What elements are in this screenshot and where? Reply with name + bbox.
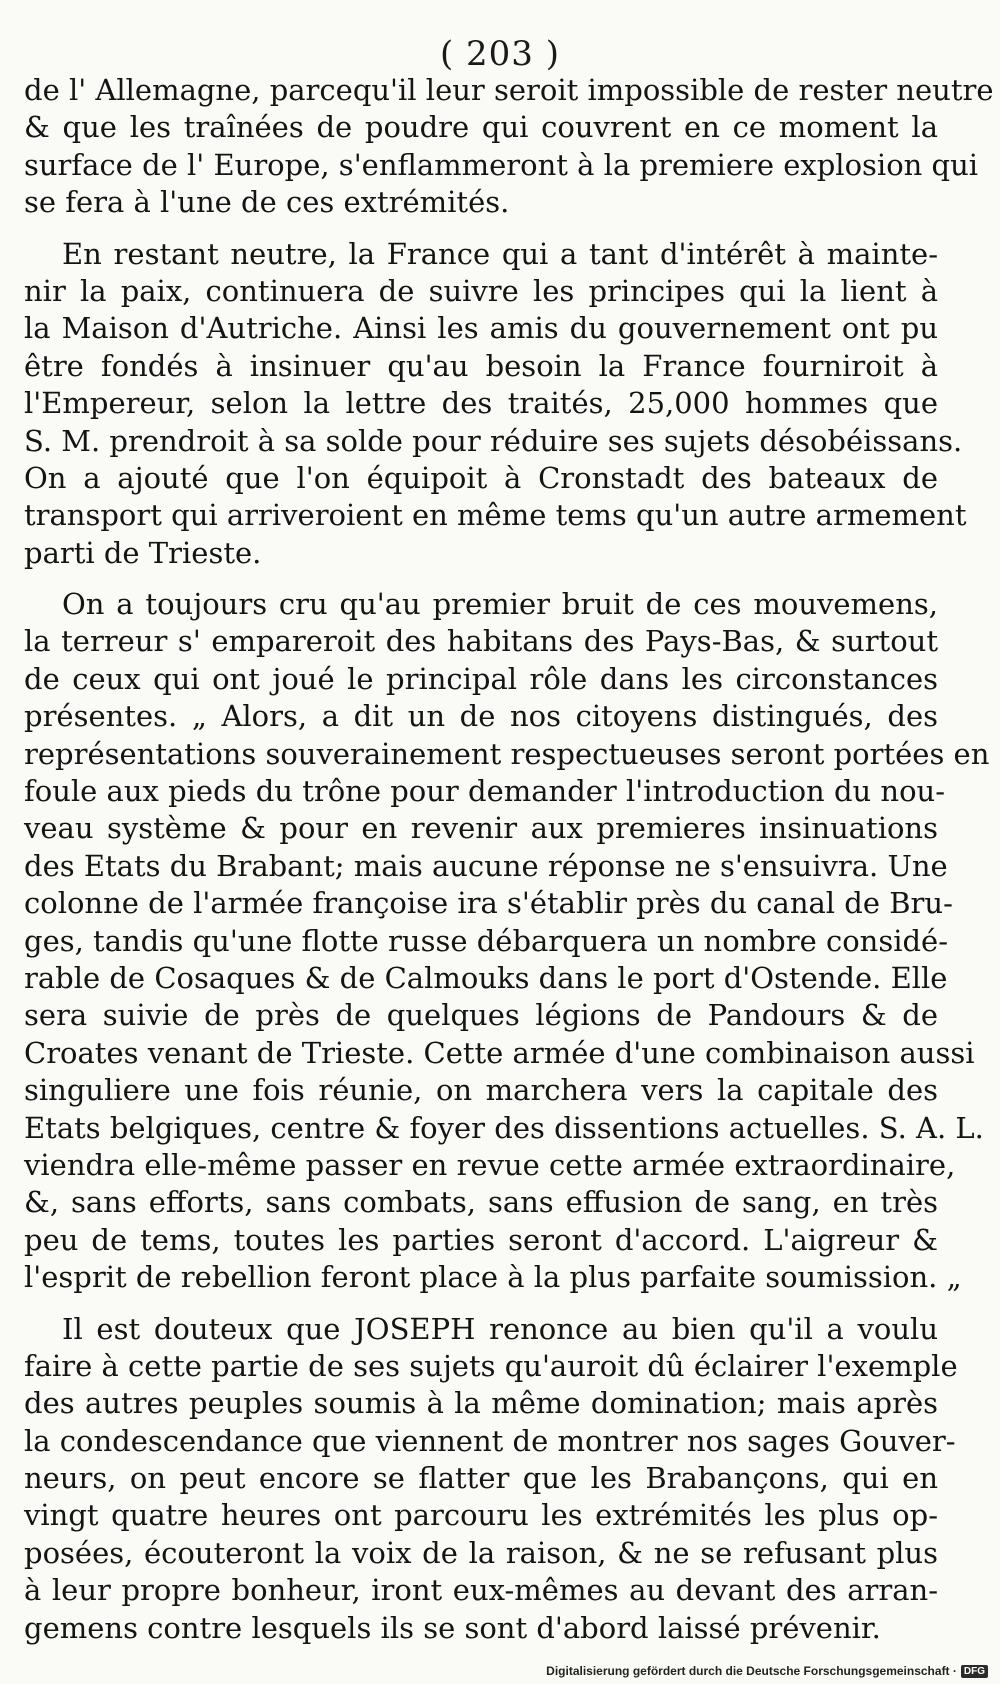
paragraph — [24, 236, 967, 573]
text-line: &, sans efforts, sans combats, sans effusion de sang, en très — [24, 1185, 938, 1220]
text-line: la terreur s' empareroit des habitans des Pays-Bas, & surtout — [24, 624, 938, 659]
text-line: S. M. prendroit à sa solde pour réduire ses sujets désobéissans. — [24, 423, 963, 458]
text-line: surface de l' Europe, s'enflammeront à la premiere explosion qui — [24, 147, 979, 182]
body-text — [24, 72, 994, 1661]
paragraph — [24, 586, 990, 1296]
text-line: En restant neutre, la France qui a tant d'intérêt à mainte- — [62, 236, 938, 271]
text-line: vingt quatre heures ont parcouru les extrémités les plus op- — [24, 1498, 938, 1533]
text-line: viendra elle-même passer en revue cette armée extraordinaire, — [24, 1147, 956, 1182]
text-line: des Etats du Brabant; mais aucune réponse ne s'ensuivra. Une — [24, 848, 948, 883]
text-line: être fondés à insinuer qu'au besoin la France fourniroit à — [24, 348, 938, 383]
text-line: On a ajouté que l'on équipoit à Cronstadt des bateaux de — [24, 460, 938, 495]
paragraph — [24, 1311, 958, 1648]
text-line: la condescendance que viennent de montrer nos sages Gouver- — [24, 1423, 956, 1458]
text-line: ges, tandis qu'une flotte russe débarquera un nombre considé- — [24, 923, 949, 958]
text-line: gemens contre lesquels ils se sont d'abord laissé prévenir. — [24, 1610, 881, 1645]
text-line: rable de Cosaques & de Calmouks dans le port d'Ostende. Elle — [24, 960, 948, 995]
text-line: de ceux qui ont joué le principal rôle dans les circonstances — [24, 661, 938, 696]
credit-text: Digitalisierung gefördert durch die Deutsche Forschungsgemeinschaft · — [546, 1663, 957, 1678]
text-line: représentations souverainement respectueuses seront portées en — [24, 736, 990, 771]
text-line: Croates venant de Trieste. Cette armée d'une combinaison aussi — [24, 1035, 975, 1070]
text-line: nir la paix, continuera de suivre les principes qui la lient à — [24, 273, 938, 308]
page-number: ( 203 ) — [439, 34, 561, 74]
text-line: neurs, on peut encore se flatter que les Brabançons, qui en — [24, 1461, 938, 1496]
text-line: veau système & pour en revenir aux premieres insinuations — [24, 811, 938, 846]
text-line: l'esprit de rebellion feront place à la plus parfaite soumission. „ — [24, 1260, 962, 1295]
text-line: la Maison d'Autriche. Ainsi les amis du gouvernement ont pu — [24, 311, 938, 346]
dfg-logo: DFG — [961, 1665, 988, 1678]
text-line: de l' Allemagne, parcequ'il leur seroit impossible de rester neutre — [24, 73, 994, 107]
text-line: se fera à l'une de ces extrémités. — [24, 185, 510, 220]
text-line: peu de tems, toutes les parties seront d'accord. L'aigreur & — [24, 1222, 938, 1257]
text-line: des autres peuples soumis à la même domination; mais après — [24, 1386, 938, 1421]
digitization-credit — [0, 1664, 988, 1678]
text-line: parti de Trieste. — [24, 535, 262, 570]
text-line: présentes. „ Alors, a dit un de nos citoyens distingués, des — [24, 699, 938, 734]
text-line: On a toujours cru qu'au premier bruit de ces mouvemens, — [62, 587, 938, 622]
text-line: l'Empereur, selon la lettre des traités, 25,000 hommes que — [24, 386, 938, 421]
text-line: colonne de l'armée françoise ira s'établir près du canal de Bru- — [24, 886, 953, 921]
text-line: sera suivie de près de quelques légions de Pandours & de — [24, 998, 938, 1033]
text-line: faire à cette partie de ses sujets qu'auroit dû éclairer l'exemple — [24, 1348, 958, 1383]
text-line: Il est douteux que JOSEPH renonce au bien qu'il a voulu — [62, 1311, 938, 1346]
text-line: à leur propre bonheur, iront eux-mêmes au devant des arran- — [24, 1573, 938, 1608]
text-line: Etats belgiques, centre & foyer des dissentions actuelles. S. A. L. — [24, 1110, 984, 1145]
text-line: posées, écouteront la voix de la raison, & ne se refusant plus — [24, 1535, 938, 1570]
text-line: transport qui arriveroient en même tems qu'un autre armement — [24, 498, 967, 533]
text-line: foule aux pieds du trône pour demander l'introduction du nou- — [24, 774, 946, 809]
paragraph — [24, 72, 994, 222]
text-line: & que les traînées de poudre qui couvrent en ce moment la — [24, 110, 938, 145]
text-line: singuliere une fois réunie, on marchera vers la capitale des — [24, 1073, 938, 1108]
